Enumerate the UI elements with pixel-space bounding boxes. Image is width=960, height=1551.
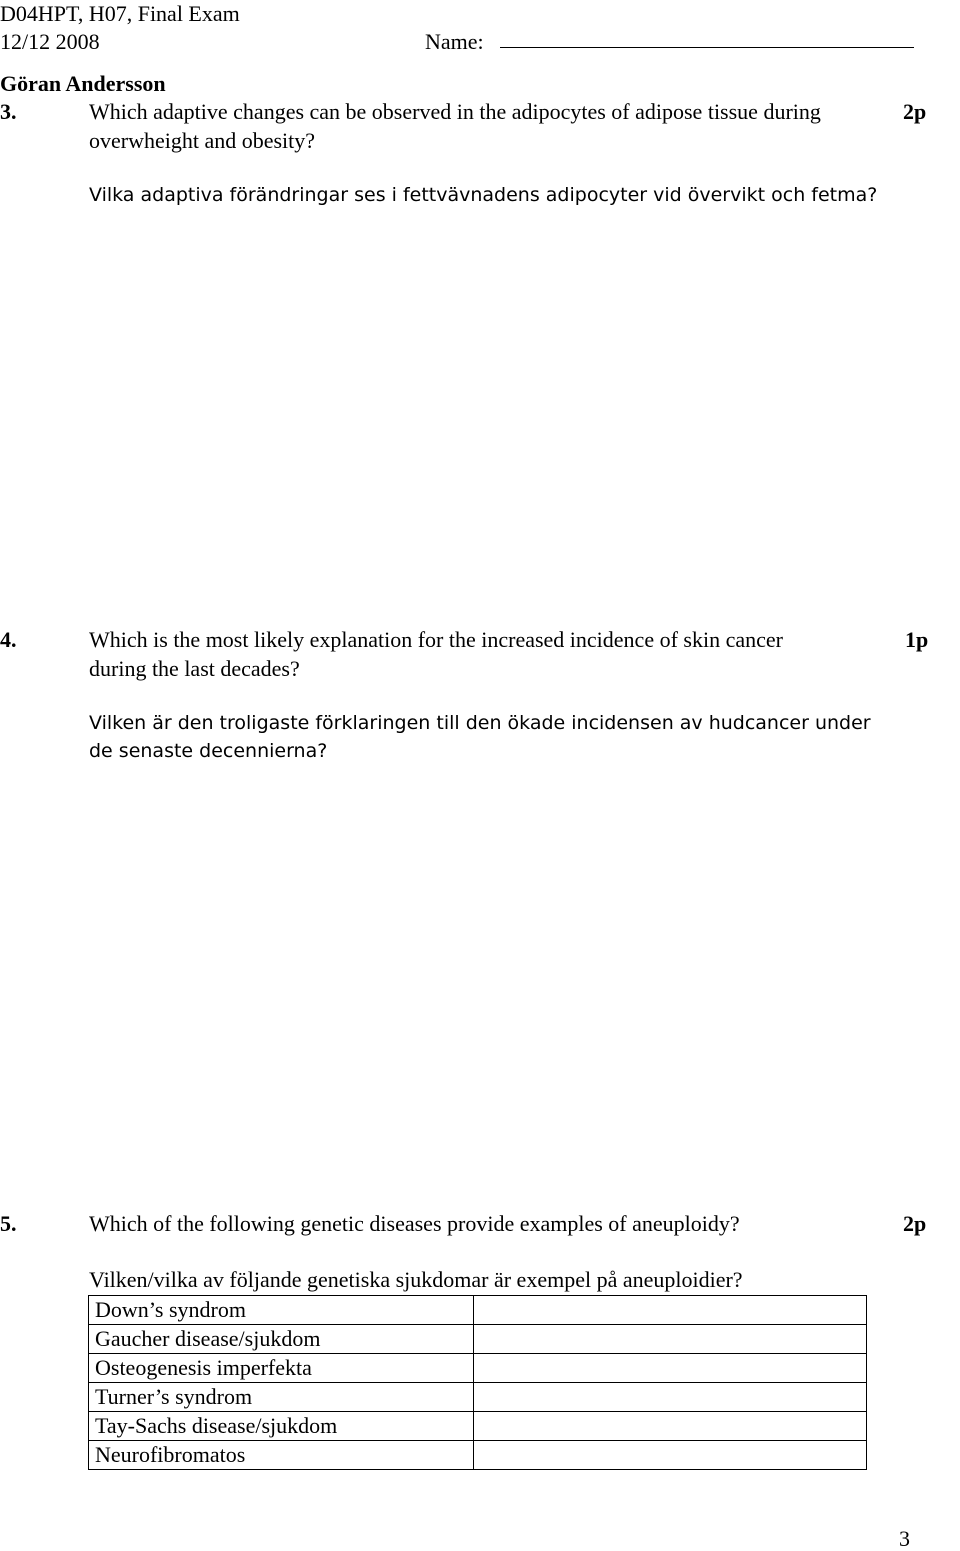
question-3-text-sv: Vilka adaptiva förändringar ses i fettvävnadens adipocyter vid övervikt och fetma? [89,184,878,206]
option-label: Gaucher disease/sjukdom [89,1325,474,1354]
table-row [89,1383,867,1412]
question-4-text-sv-line2: de senaste decennierna? [89,740,328,762]
page-number: 3 [899,1526,910,1551]
question-5-points: 2p [903,1211,927,1236]
question-3-text-en-line1: Which adaptive changes can be observed in the adipocytes of adipose tissue during [89,99,821,124]
question-4-text-en-line1: Which is the most likely explanation for the increased incidence of skin cancer [89,627,783,652]
question-3-text-en-line2: overwheight and obesity? [89,128,316,153]
option-label: Neurofibromatos [89,1441,474,1470]
name-input-line[interactable] [500,47,914,48]
option-answer-cell[interactable] [474,1325,867,1354]
question-3-number: 3. [0,99,17,124]
option-label: Down’s syndrom [89,1296,474,1325]
table-row [89,1354,867,1383]
name-label: Name: [425,29,484,54]
option-label: Osteogenesis imperfekta [89,1354,474,1383]
question-5-text-en: Which of the following genetic diseases provide examples of aneuploidy? [89,1211,740,1236]
question-5-text-sv: Vilken/vilka av följande genetiska sjukdomar är exempel på aneuploidier? [89,1267,743,1292]
option-answer-cell[interactable] [474,1412,867,1441]
question-5-number: 5. [0,1211,17,1236]
exam-title: D04HPT, H07, Final Exam [0,1,240,26]
option-answer-cell[interactable] [474,1296,867,1325]
author-name: Göran Andersson [0,71,166,96]
table-row [89,1412,867,1441]
question-4-number: 4. [0,627,17,652]
option-label: Tay-Sachs disease/sjukdom [89,1412,474,1441]
option-answer-cell[interactable] [474,1354,867,1383]
exam-date: 12/12 2008 [0,29,100,54]
question-5-options-table [88,1295,867,1470]
table-row [89,1296,867,1325]
table-row [89,1325,867,1354]
question-4-points: 1p [905,627,929,652]
question-3-points: 2p [903,99,927,124]
option-answer-cell[interactable] [474,1383,867,1412]
question-4-text-sv-line1: Vilken är den troligaste förklaringen till den ökade incidensen av hudcancer under [89,712,871,734]
option-label: Turner’s syndrom [89,1383,474,1412]
question-4-text-en-line2: during the last decades? [89,656,300,681]
table-row [89,1441,867,1470]
option-answer-cell[interactable] [474,1441,867,1470]
